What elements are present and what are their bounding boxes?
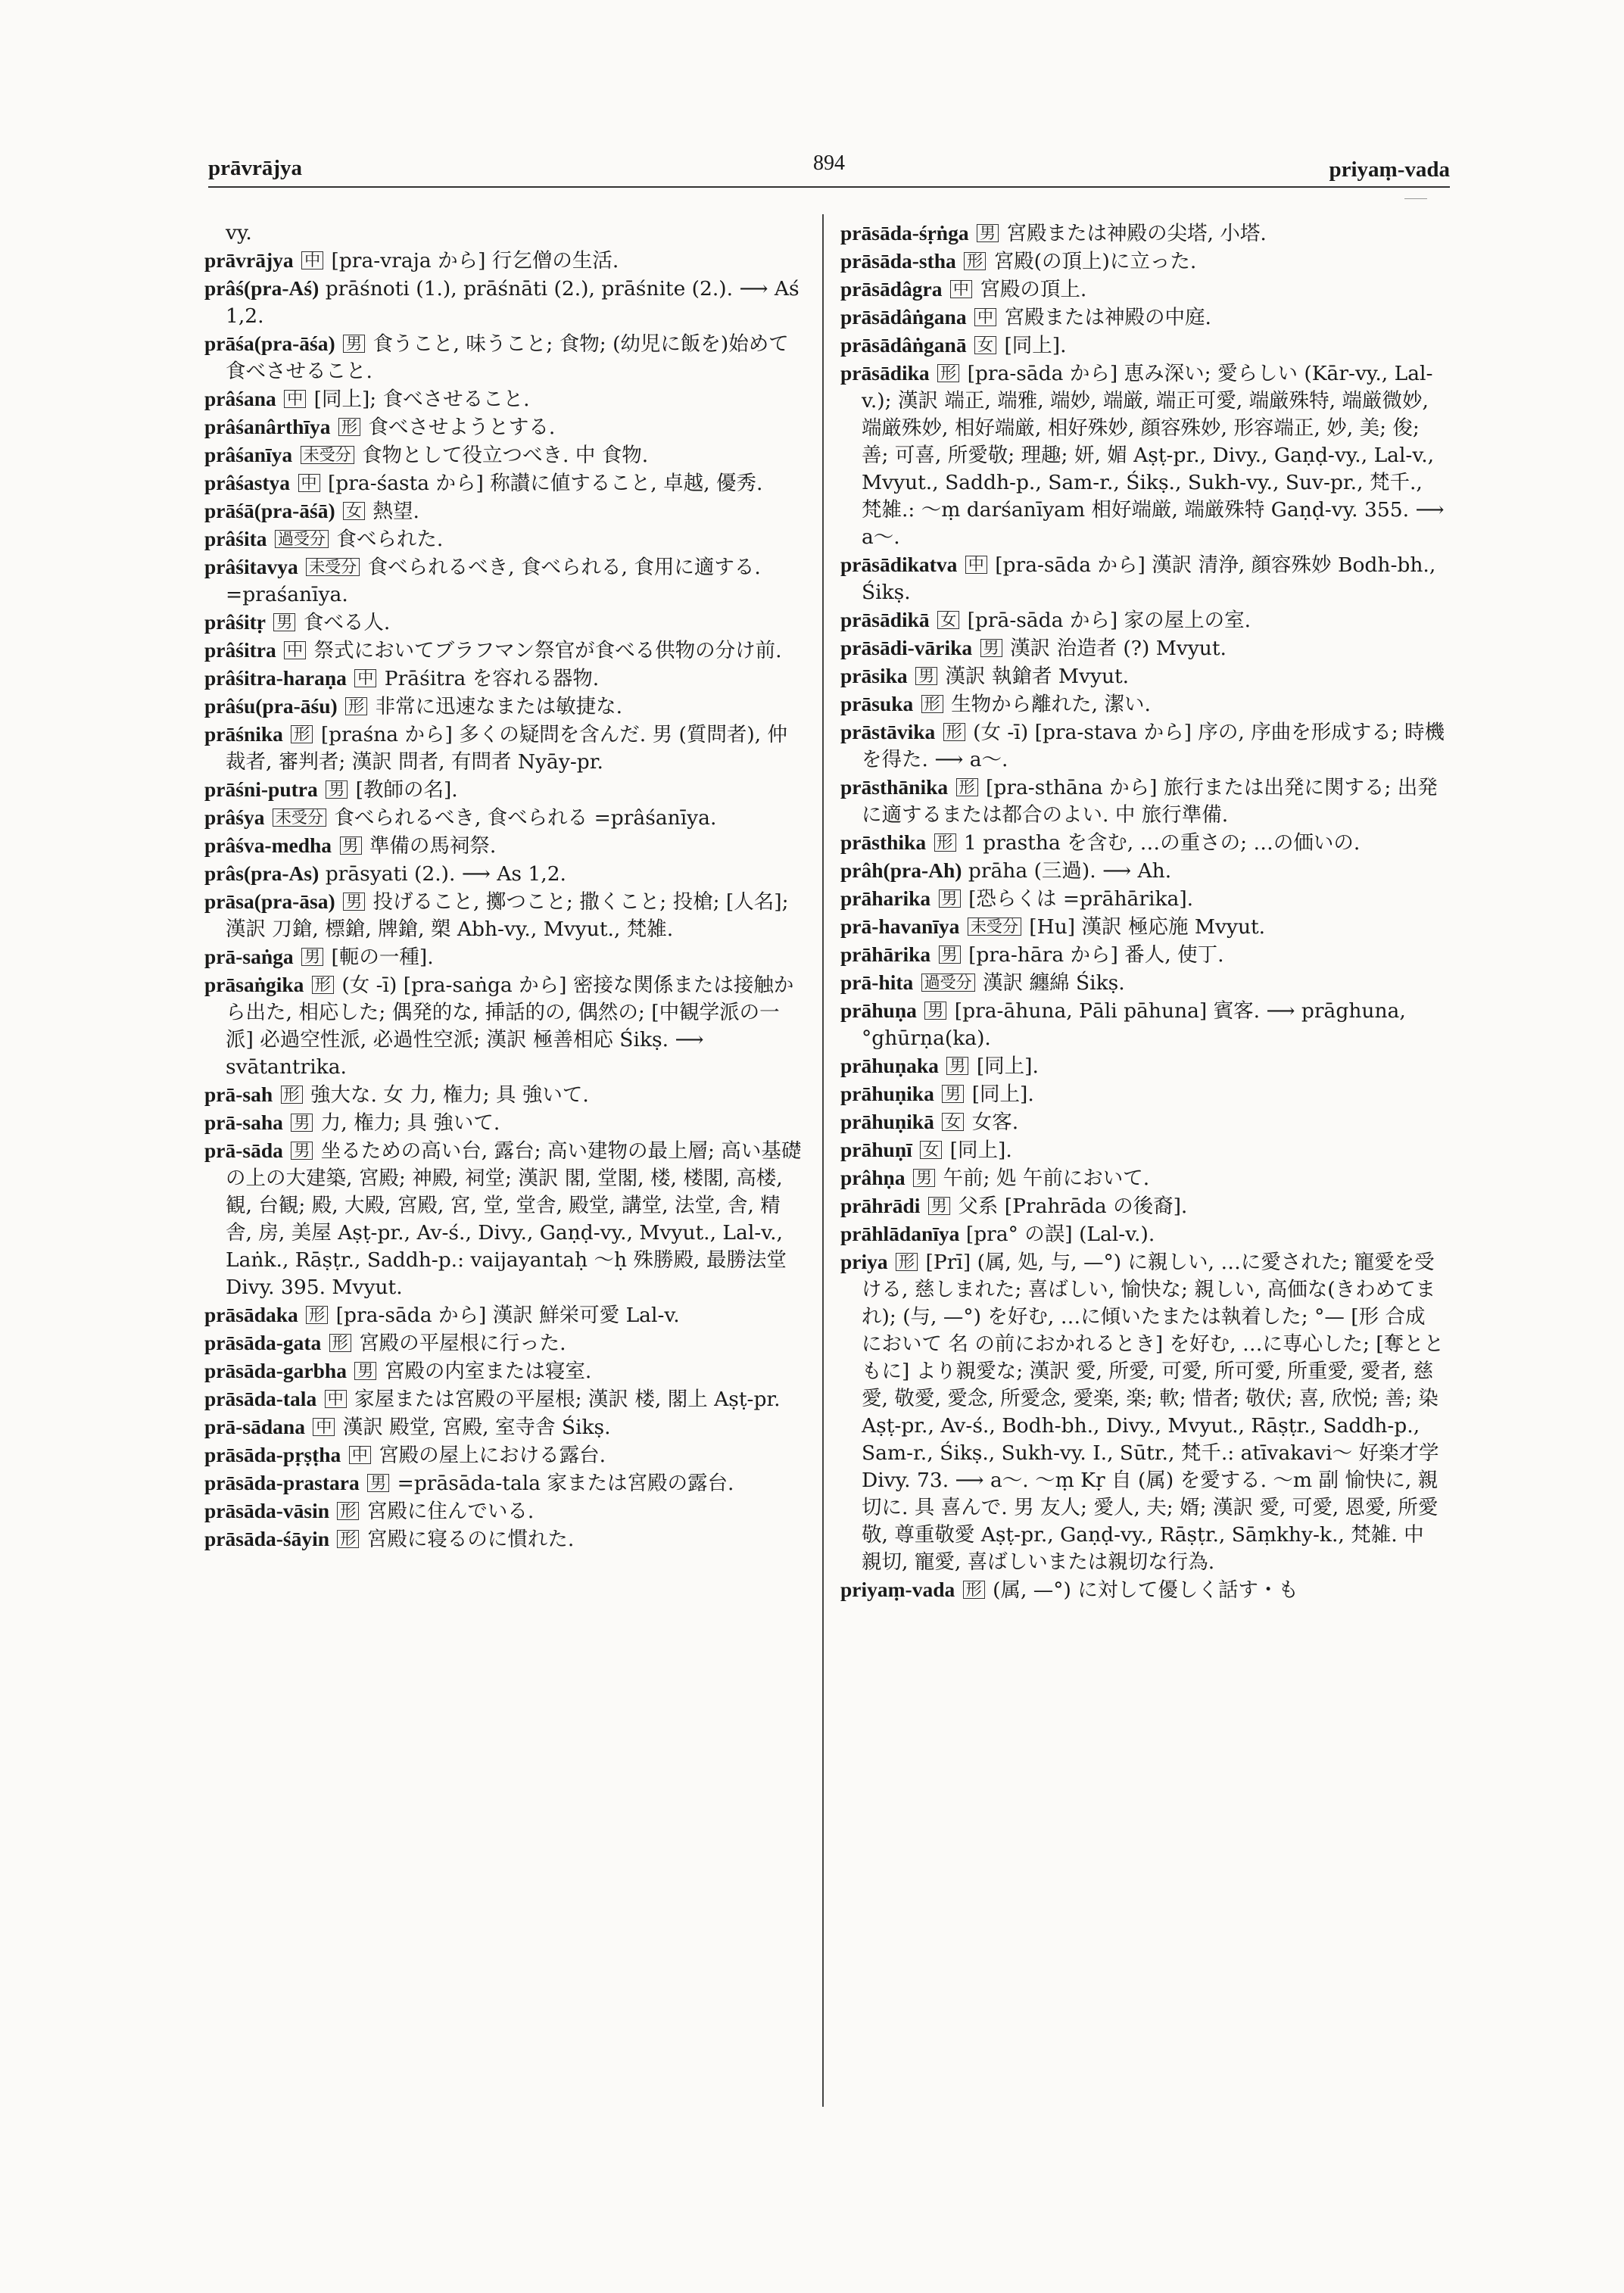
dictionary-entry bbox=[204, 971, 803, 1081]
grammar-label: 中 bbox=[301, 251, 323, 269]
grammar-label: 形 bbox=[329, 1334, 351, 1352]
entry-headword: prāstāvika bbox=[840, 720, 936, 743]
grammar-label: 男 bbox=[924, 1002, 946, 1020]
entry-headword: prā-saha bbox=[204, 1111, 283, 1134]
entry-definition: vy. bbox=[226, 221, 252, 245]
entry-definition: 宮殿または神殿の中庭. bbox=[1004, 306, 1211, 329]
entry-definition: 宮殿に住んでいる. bbox=[366, 1500, 535, 1523]
entry-headword: prāsāda-vāsin bbox=[204, 1499, 330, 1522]
entry-headword: prā-havanīya bbox=[840, 914, 960, 938]
dictionary-entry bbox=[204, 609, 803, 637]
grammar-label: 女 bbox=[920, 1141, 942, 1159]
grammar-label: 形 bbox=[337, 1502, 359, 1520]
grammar-label: 形 bbox=[312, 976, 334, 994]
dictionary-entry bbox=[204, 275, 803, 330]
dictionary-entry bbox=[840, 276, 1446, 304]
dictionary-entry bbox=[840, 1220, 1446, 1248]
grammar-label: 未受分 bbox=[273, 808, 326, 827]
entry-headword: prāhuṇaka bbox=[840, 1054, 939, 1077]
dictionary-entry bbox=[840, 551, 1446, 606]
dictionary-entry bbox=[840, 606, 1446, 634]
entry-definition: [同上]; 食べさせること. bbox=[313, 388, 530, 411]
dictionary-entry bbox=[204, 1525, 803, 1553]
grammar-label: 形 bbox=[956, 778, 978, 796]
grammar-label: 女 bbox=[974, 336, 996, 354]
dictionary-entry bbox=[204, 888, 803, 943]
entry-headword: prāsāda-gata bbox=[204, 1331, 322, 1354]
grammar-label: 中 bbox=[965, 556, 987, 574]
right-column bbox=[840, 220, 1446, 1604]
entry-headword: prāśni-putra bbox=[204, 777, 318, 801]
entry-headword: prāhuṇī bbox=[840, 1138, 912, 1161]
grammar-label: 女 bbox=[343, 502, 365, 520]
grammar-label: 男 bbox=[980, 639, 1002, 657]
entry-headword: prāhrādi bbox=[840, 1194, 921, 1217]
entry-headword: priya bbox=[840, 1250, 888, 1273]
entry-definition: [pra-āhuna, Pāli pāhuna] 賓客. ⟶ prāghuna, °ghūrṇa(ka). bbox=[862, 999, 1406, 1050]
grammar-label: 形 bbox=[281, 1086, 303, 1104]
dictionary-entry bbox=[204, 385, 803, 413]
margin-mark bbox=[1404, 198, 1427, 199]
entry-definition: 宮殿の内室または寝室. bbox=[384, 1360, 592, 1383]
entry-headword: prāsādi-vārika bbox=[840, 636, 973, 659]
dictionary-entry bbox=[840, 941, 1446, 969]
grammar-label: 形 bbox=[964, 252, 986, 270]
entry-headword: prâs(pra-As) bbox=[204, 861, 320, 885]
dictionary-entry bbox=[204, 1357, 803, 1385]
entry-definition: prāśnoti (1.), prāśnāti (2.), prāśnite (2.). ⟶ Aś 1,2. bbox=[226, 277, 800, 328]
grammar-label: 未受分 bbox=[968, 918, 1021, 936]
entry-definition: [pra-hāra から] 番人, 使丁. bbox=[968, 943, 1224, 967]
dictionary-entry bbox=[840, 885, 1446, 913]
dictionary-entry bbox=[204, 247, 803, 275]
grammar-label: 男 bbox=[915, 667, 937, 685]
entry-headword: prāharika bbox=[840, 886, 931, 910]
entry-headword: prâśita bbox=[204, 527, 267, 550]
entry-headword: prāsāda-garbha bbox=[204, 1359, 347, 1382]
dictionary-entry bbox=[204, 1109, 803, 1137]
entry-headword: prâśitra bbox=[204, 638, 276, 662]
entry-definition: [pra-śasta から] 称讃に値すること, 卓越, 優秀. bbox=[327, 472, 763, 495]
entry-definition: [pra-sāda から] 恵み深い; 愛らしい (Kār-vy., Lal-v.); 漢訳 端正, 端雅, 端妙, 端厳, 端正可愛, 端厳殊特, 端厳微妙, 端厳殊妙, 相好端厳, 相好殊妙, 顔容殊妙, 形容端正, 妙, 美; 俊; 善; 可喜, 所愛敬; 理趣; 妍, 媚 Aṣṭ-pr., Divy., Gaṇḍ-vy., Lal-v., Mvyut., Saddh-p., Sam-r., Śikṣ., Sukh-vy., Suv-pr., 梵千., 梵雑.: ～ṃ darśanīyam 相好端厳, 端厳殊特 Gaṇḍ-vy. 355. ⟶ a～. bbox=[862, 362, 1445, 549]
dictionary-entry bbox=[840, 1164, 1446, 1192]
dictionary-entry bbox=[204, 413, 803, 441]
grammar-label: 男 bbox=[291, 1142, 313, 1160]
entry-headword: prâśitṛ bbox=[204, 610, 266, 634]
left-column bbox=[204, 220, 803, 1553]
grammar-label: 中 bbox=[284, 641, 306, 659]
dictionary-entry bbox=[840, 1136, 1446, 1164]
entry-definition: [教師の名]. bbox=[355, 778, 458, 802]
grammar-label: 形 bbox=[943, 723, 965, 741]
entry-definition: [同上]. bbox=[1004, 334, 1067, 357]
dictionary-entry bbox=[840, 1052, 1446, 1080]
entry-headword: prāsāda-prastara bbox=[204, 1471, 360, 1494]
dictionary-entry bbox=[840, 829, 1446, 857]
entry-headword: prāśā(pra-āśā) bbox=[204, 499, 335, 522]
grammar-label: 形 bbox=[921, 695, 943, 713]
entry-headword: prāsādâṅganā bbox=[840, 333, 967, 357]
dictionary-entry bbox=[840, 997, 1446, 1052]
entry-headword: prāsāda-śāyin bbox=[204, 1527, 330, 1550]
entry-definition: 漢訳 執鎗者 Mvyut. bbox=[945, 665, 1130, 688]
dictionary-entry bbox=[204, 469, 803, 497]
dictionary-entry bbox=[204, 637, 803, 665]
grammar-label: 形 bbox=[963, 1581, 985, 1599]
dictionary-entry bbox=[204, 330, 803, 385]
entry-headword: prāsāda-tala bbox=[204, 1387, 317, 1410]
entry-headword: prâśana bbox=[204, 387, 276, 410]
entry-definition: 漢訳 殿堂, 宮殿, 室寺舎 Śikṣ. bbox=[342, 1416, 611, 1439]
entry-headword: prâś(pra-Aś) bbox=[204, 276, 320, 300]
dictionary-entry bbox=[840, 774, 1446, 829]
entry-definition: [pra-sāda から] 漢訳 清浄, 顔容殊妙 Bodh-bh., Śikṣ. bbox=[862, 553, 1436, 604]
entry-definition: [同上]. bbox=[976, 1055, 1039, 1078]
entry-definition: [恐らくは =prāhārika]. bbox=[968, 887, 1194, 911]
entry-definition: [Hu] 漢訳 極応施 Mvyut. bbox=[1029, 915, 1266, 939]
entry-definition: 祭式においてブラフマン祭官が食べる供物の分け前. bbox=[313, 639, 782, 662]
grammar-label: 形 bbox=[345, 697, 367, 715]
dictionary-entry bbox=[840, 662, 1446, 690]
grammar-label: 男 bbox=[273, 613, 295, 631]
dictionary-entry bbox=[840, 969, 1446, 997]
grammar-label: 未受分 bbox=[301, 446, 354, 464]
entry-headword: prāsthānika bbox=[840, 775, 949, 799]
dictionary-entry bbox=[840, 718, 1446, 774]
entry-definition: 宮殿(の頂上)に立った. bbox=[993, 250, 1197, 273]
entry-headword: prāvrājya bbox=[204, 248, 294, 272]
grammar-label: 形 bbox=[896, 1253, 918, 1271]
dictionary-entry bbox=[840, 220, 1446, 248]
grammar-label: 男 bbox=[343, 335, 365, 353]
entry-definition: [praśna から] 多くの疑問を含んだ. 男 (質問者), 仲裁者, 審判者; 漢訳 問者, 有問者 Nyāy-pr. bbox=[226, 723, 788, 774]
entry-definition: 投げること, 擲つこと; 撒くこと; 投槍; [人名]; 漢訳 刀鎗, 標鎗, 牌鎗, 槊 Abh-vy., Mvyut., 梵雑. bbox=[226, 890, 789, 941]
entry-headword: prā-hita bbox=[840, 970, 914, 994]
grammar-label: 中 bbox=[298, 474, 320, 492]
grammar-label: 男 bbox=[939, 889, 961, 908]
grammar-label: 男 bbox=[291, 1114, 313, 1132]
grammar-label: 形 bbox=[338, 418, 360, 436]
entry-definition: [pra-sthāna から] 旅行または出発に関する; 出発に適するまたは都合のよい. 中 旅行準備. bbox=[862, 776, 1438, 827]
dictionary-entry bbox=[204, 943, 803, 971]
grammar-label: 男 bbox=[942, 1085, 964, 1103]
entry-definition: 父系 [Prahrāda の後裔]. bbox=[958, 1195, 1188, 1218]
dictionary-entry bbox=[840, 1108, 1446, 1136]
grammar-label: 形 bbox=[934, 833, 956, 852]
dictionary-entry bbox=[840, 1080, 1446, 1108]
entry-definition: 力, 権力; 具 強いて. bbox=[320, 1111, 500, 1135]
entry-headword: prāsāda-śṛṅga bbox=[840, 221, 969, 245]
dictionary-entry bbox=[204, 1081, 803, 1109]
entry-headword: prāśa(pra-āśa) bbox=[204, 332, 335, 355]
entry-definition: [prā-sāda から] 家の屋上の室. bbox=[967, 609, 1252, 632]
entry-headword: prā-sādana bbox=[204, 1415, 305, 1438]
entry-definition: [pra° の誤] (Lal-v.). bbox=[965, 1223, 1155, 1246]
entry-headword: prāsthika bbox=[840, 830, 927, 854]
entry-headword: prā-saṅga bbox=[204, 945, 294, 968]
grammar-label: 形 bbox=[306, 1306, 328, 1324]
entry-definition: 宮殿の屋上における露台. bbox=[379, 1444, 606, 1467]
entry-definition: =prāsāda-tala 家または宮殿の露台. bbox=[397, 1472, 734, 1495]
entry-definition: Prāśitra を容れる器物. bbox=[384, 667, 600, 690]
entry-definition: 漢訳 纏綿 Śikṣ. bbox=[983, 971, 1125, 995]
grammar-label: 中 bbox=[313, 1418, 335, 1436]
dictionary-entry bbox=[840, 1576, 1446, 1604]
grammar-label: 男 bbox=[326, 780, 348, 799]
entry-definition: 準備の馬祠祭. bbox=[369, 834, 497, 858]
entry-definition: 女客. bbox=[971, 1111, 1019, 1134]
dictionary-entry bbox=[204, 1413, 803, 1441]
entry-definition: (属, —°) に対して優しく話す・も bbox=[993, 1578, 1298, 1602]
entry-headword: prā-sah bbox=[204, 1083, 273, 1106]
dictionary-entry bbox=[204, 1385, 803, 1413]
dictionary-entry bbox=[840, 1192, 1446, 1220]
dictionary-entry bbox=[204, 497, 803, 525]
dictionary-entry bbox=[204, 1469, 803, 1497]
grammar-label: 中 bbox=[354, 669, 376, 687]
dictionary-entry bbox=[204, 860, 803, 888]
header-rule bbox=[208, 186, 1450, 188]
entry-definition: (女 -ī) [pra-stava から] 序の, 序曲を形成する; 時機を得た. ⟶ a～. bbox=[862, 721, 1445, 771]
entry-definition: 非常に迅速なまたは敏捷な. bbox=[375, 695, 623, 718]
dictionary-entry bbox=[204, 776, 803, 804]
entry-definition: 熱望. bbox=[372, 500, 419, 523]
entry-headword: prāhuṇa bbox=[840, 999, 917, 1022]
dictionary-entry bbox=[204, 1137, 803, 1301]
entry-headword: prâśitavya bbox=[204, 555, 298, 578]
entry-definition: (女 -ī) [pra-saṅga から] 密接な関係または接触から出た, 相応した; 偶発的な, 挿話的の, 偶然の; [中観学派の一派] 必過空性派, 必過性空派; 漢訳 極善相応 Śikṣ. ⟶ svātantrika. bbox=[226, 974, 794, 1079]
grammar-label: 男 bbox=[354, 1362, 376, 1380]
entry-headword: prāsādâgra bbox=[840, 277, 943, 301]
entry-definition: 食べさせようとする. bbox=[368, 416, 556, 439]
grammar-label: 形 bbox=[337, 1530, 359, 1548]
entry-definition: 食べられた. bbox=[336, 528, 444, 551]
dictionary-entry bbox=[204, 1301, 803, 1329]
entry-headword: prāsādika bbox=[840, 361, 930, 385]
entry-headword: prāsādikatva bbox=[840, 553, 958, 576]
dictionary-entry bbox=[204, 220, 803, 247]
dictionary-entry bbox=[204, 1441, 803, 1469]
grammar-label: 女 bbox=[937, 611, 959, 629]
grammar-label: 形 bbox=[291, 725, 313, 743]
dictionary-entry bbox=[204, 693, 803, 721]
entry-headword: prâhṇa bbox=[840, 1166, 906, 1189]
dictionary-entry bbox=[840, 304, 1446, 332]
grammar-label: 男 bbox=[946, 1057, 968, 1075]
entry-headword: prāsaṅgika bbox=[204, 973, 304, 996]
grammar-label: 男 bbox=[367, 1474, 389, 1492]
dictionary-entry bbox=[204, 1497, 803, 1525]
entry-definition: prāsyati (2.). ⟶ As 1,2. bbox=[325, 862, 566, 886]
entry-definition: [同上]. bbox=[971, 1083, 1034, 1106]
page-number: 894 bbox=[813, 151, 845, 175]
dictionary-entry bbox=[204, 804, 803, 832]
header-right-guide-word: priyaṃ-vada bbox=[1329, 157, 1450, 182]
entry-definition: [Prī] (属, 処, 与, —°) に親しい, …に愛された; 寵愛を受ける, 慈しまれた; 喜ばしい, 愉快な; 親しい, 高価な(きわめてまれ); (与, —°) を好む, …に傾いたまたは執着した; °— [形 合成 において 名 の前におかれるとき] を好む, …に専心した; [奪とともに] より親愛な; 漢訳 愛, 所愛, 可愛, 所可愛, 所重愛, 愛者, 慈愛, 敬愛, 愛念, 所愛念, 愛楽, 楽; 軟; 惜者; 敬伏; 喜, 欣悦; 善; 染 Aṣṭ-pr., Av-ś., Bodh-bh., Divy., Mvyut., Rāṣṭr., Saddh-p., Sam-r., Śikṣ., Sukh-vy. I., Sūtr., 梵千.: atīvakavi～ 好楽才学 Divy. 73. ⟶ a～. ～ṃ Kṛ 自 (属) を愛する. ～m 副 愉快に, 親切に. 具 喜んで. 男 友人; 愛人, 夫; 婿; 漢訳 愛, 可愛, 恩愛, 所愛敬, 尊重敬愛 Aṣṭ-pr., Gaṇḍ-vy., Rāṣṭr., Sāṃkhy-k., 梵雑. 中 親切, 寵愛, 喜ばしいまたは親切な行為. bbox=[862, 1251, 1445, 1574]
entry-definition: 食べられるべき, 食べられる, 食用に適する. =praśanīya. bbox=[226, 556, 761, 606]
entry-headword: prāhuṇikā bbox=[840, 1110, 934, 1133]
entry-headword: prâśu(pra-āśu) bbox=[204, 694, 338, 718]
entry-headword: prāsāda-pṛṣṭha bbox=[204, 1443, 341, 1466]
dictionary-entry bbox=[840, 913, 1446, 941]
entry-definition: [pra-vraja から] 行乞僧の生活. bbox=[331, 249, 619, 273]
entry-headword: prāsādikā bbox=[840, 608, 930, 631]
grammar-label: 男 bbox=[301, 948, 323, 966]
grammar-label: 男 bbox=[928, 1197, 950, 1215]
grammar-label: 中 bbox=[950, 280, 972, 298]
entry-definition: 食べられるべき, 食べられる =prâśanīya. bbox=[334, 806, 717, 830]
grammar-label: 中 bbox=[349, 1446, 371, 1464]
dictionary-entry bbox=[840, 690, 1446, 718]
entry-definition: 生物から離れた, 潔い. bbox=[951, 693, 1151, 716]
grammar-label: 中 bbox=[974, 308, 996, 326]
entry-headword: prâśya bbox=[204, 805, 265, 829]
entry-headword: prâśva-medha bbox=[204, 833, 332, 857]
entry-headword: prâśastya bbox=[204, 471, 291, 494]
entry-headword: prâśitra-haraṇa bbox=[204, 666, 347, 690]
grammar-label: 中 bbox=[284, 390, 306, 408]
dictionary-entry bbox=[204, 832, 803, 860]
entry-headword: prâh(pra-Ah) bbox=[840, 858, 962, 882]
dictionary-entry bbox=[840, 332, 1446, 360]
entry-definition: 家屋または宮殿の平屋根; 漢訳 楼, 閣上 Aṣṭ-pr. bbox=[354, 1388, 781, 1411]
dictionary-entry bbox=[840, 857, 1446, 885]
entry-definition: 宮殿の平屋根に行った. bbox=[359, 1332, 566, 1355]
entry-definition: prāha (三過). ⟶ Ah. bbox=[968, 859, 1172, 883]
column-divider bbox=[822, 214, 824, 2107]
header-left-guide-word: prāvrājya bbox=[208, 156, 303, 180]
dictionary-entry bbox=[204, 553, 803, 609]
dictionary-entry bbox=[204, 721, 803, 776]
grammar-label: 未受分 bbox=[306, 558, 360, 576]
grammar-label: 男 bbox=[343, 893, 365, 911]
grammar-label: 過受分 bbox=[921, 974, 975, 992]
grammar-label: 男 bbox=[913, 1169, 935, 1187]
entry-headword: prāhuṇika bbox=[840, 1082, 934, 1105]
entry-definition: [同上]. bbox=[949, 1139, 1012, 1162]
dictionary-entry bbox=[204, 525, 803, 553]
entry-headword: prāsuka bbox=[840, 692, 914, 715]
grammar-label: 男 bbox=[939, 946, 961, 964]
entry-headword: prā-sāda bbox=[204, 1139, 283, 1162]
entry-headword: prāsāda-stha bbox=[840, 249, 956, 273]
dictionary-entry bbox=[204, 1329, 803, 1357]
grammar-label: 女 bbox=[942, 1113, 964, 1131]
running-head bbox=[208, 148, 1450, 186]
dictionary-entry bbox=[840, 360, 1446, 551]
entry-definition: 強大な. 女 力, 権力; 具 強いて. bbox=[310, 1083, 589, 1107]
entry-definition: 宮殿に寝るのに慣れた. bbox=[366, 1528, 575, 1551]
entry-definition: 宮殿の頂上. bbox=[980, 278, 1087, 301]
entry-definition: 食べる人. bbox=[303, 611, 391, 634]
dictionary-entry bbox=[204, 441, 803, 469]
grammar-label: 過受分 bbox=[275, 530, 329, 548]
dictionary-entry bbox=[204, 665, 803, 693]
entry-headword: prāhārika bbox=[840, 942, 931, 966]
dictionary-entry bbox=[840, 1248, 1446, 1576]
grammar-label: 男 bbox=[977, 224, 999, 242]
entry-definition: 食うこと, 味うこと; 食物; (幼児に飯を)始めて食べさせること. bbox=[226, 332, 789, 383]
entry-definition: 漢訳 治造者 (?) Mvyut. bbox=[1010, 637, 1227, 660]
entry-headword: prāsādâṅgana bbox=[840, 305, 967, 329]
entry-headword: prāsika bbox=[840, 664, 908, 687]
dictionary-entry bbox=[840, 248, 1446, 276]
entry-headword: prāsa(pra-āsa) bbox=[204, 889, 335, 913]
entry-definition: [pra-sāda から] 漢訳 鮮栄可愛 Lal-v. bbox=[335, 1304, 680, 1327]
entry-definition: 宮殿または神殿の尖塔, 小塔. bbox=[1006, 222, 1267, 245]
entry-definition: 食物として役立つべき. 中 食物. bbox=[362, 444, 649, 467]
grammar-label: 中 bbox=[325, 1390, 347, 1408]
entry-headword: prāsādaka bbox=[204, 1303, 298, 1326]
entry-definition: 坐るための高い台, 露台; 高い建物の最上層; 高い基礎の上の大建築, 宮殿; 神殿, 祠堂; 漢訳 閣, 堂閣, 楼, 楼閣, 高楼, 観, 台観; 殿, 大殿, 宮殿, 宮, 堂, 堂舎, 殿堂, 講堂, 法堂, 舎, 精舎, 房, 美屋 Aṣṭ-pr., Av-ś., Divy., Gaṇḍ-vy., Mvyut., Lal-v., Laṅk., Rāṣṭr., Saddh-p.: vaijayantaḥ ～ḥ 殊勝殿, 最勝法堂 Divy. 395. Mvyut. bbox=[226, 1139, 802, 1299]
entry-definition: 1 prastha を含む, …の重さの; …の価いの. bbox=[963, 831, 1361, 855]
dictionary-entry bbox=[840, 634, 1446, 662]
entry-definition: [軛の一種]. bbox=[331, 946, 434, 969]
entry-headword: prāśnika bbox=[204, 722, 283, 746]
grammar-label: 男 bbox=[340, 837, 362, 855]
entry-headword: prâśanīya bbox=[204, 443, 293, 466]
entry-headword: prāhlādanīya bbox=[840, 1222, 960, 1245]
grammar-label: 形 bbox=[937, 364, 959, 382]
entry-definition: 午前; 処 午前において. bbox=[943, 1167, 1150, 1190]
entry-headword: priyaṃ-vada bbox=[840, 1578, 955, 1601]
entry-headword: prâśanârthīya bbox=[204, 415, 331, 438]
